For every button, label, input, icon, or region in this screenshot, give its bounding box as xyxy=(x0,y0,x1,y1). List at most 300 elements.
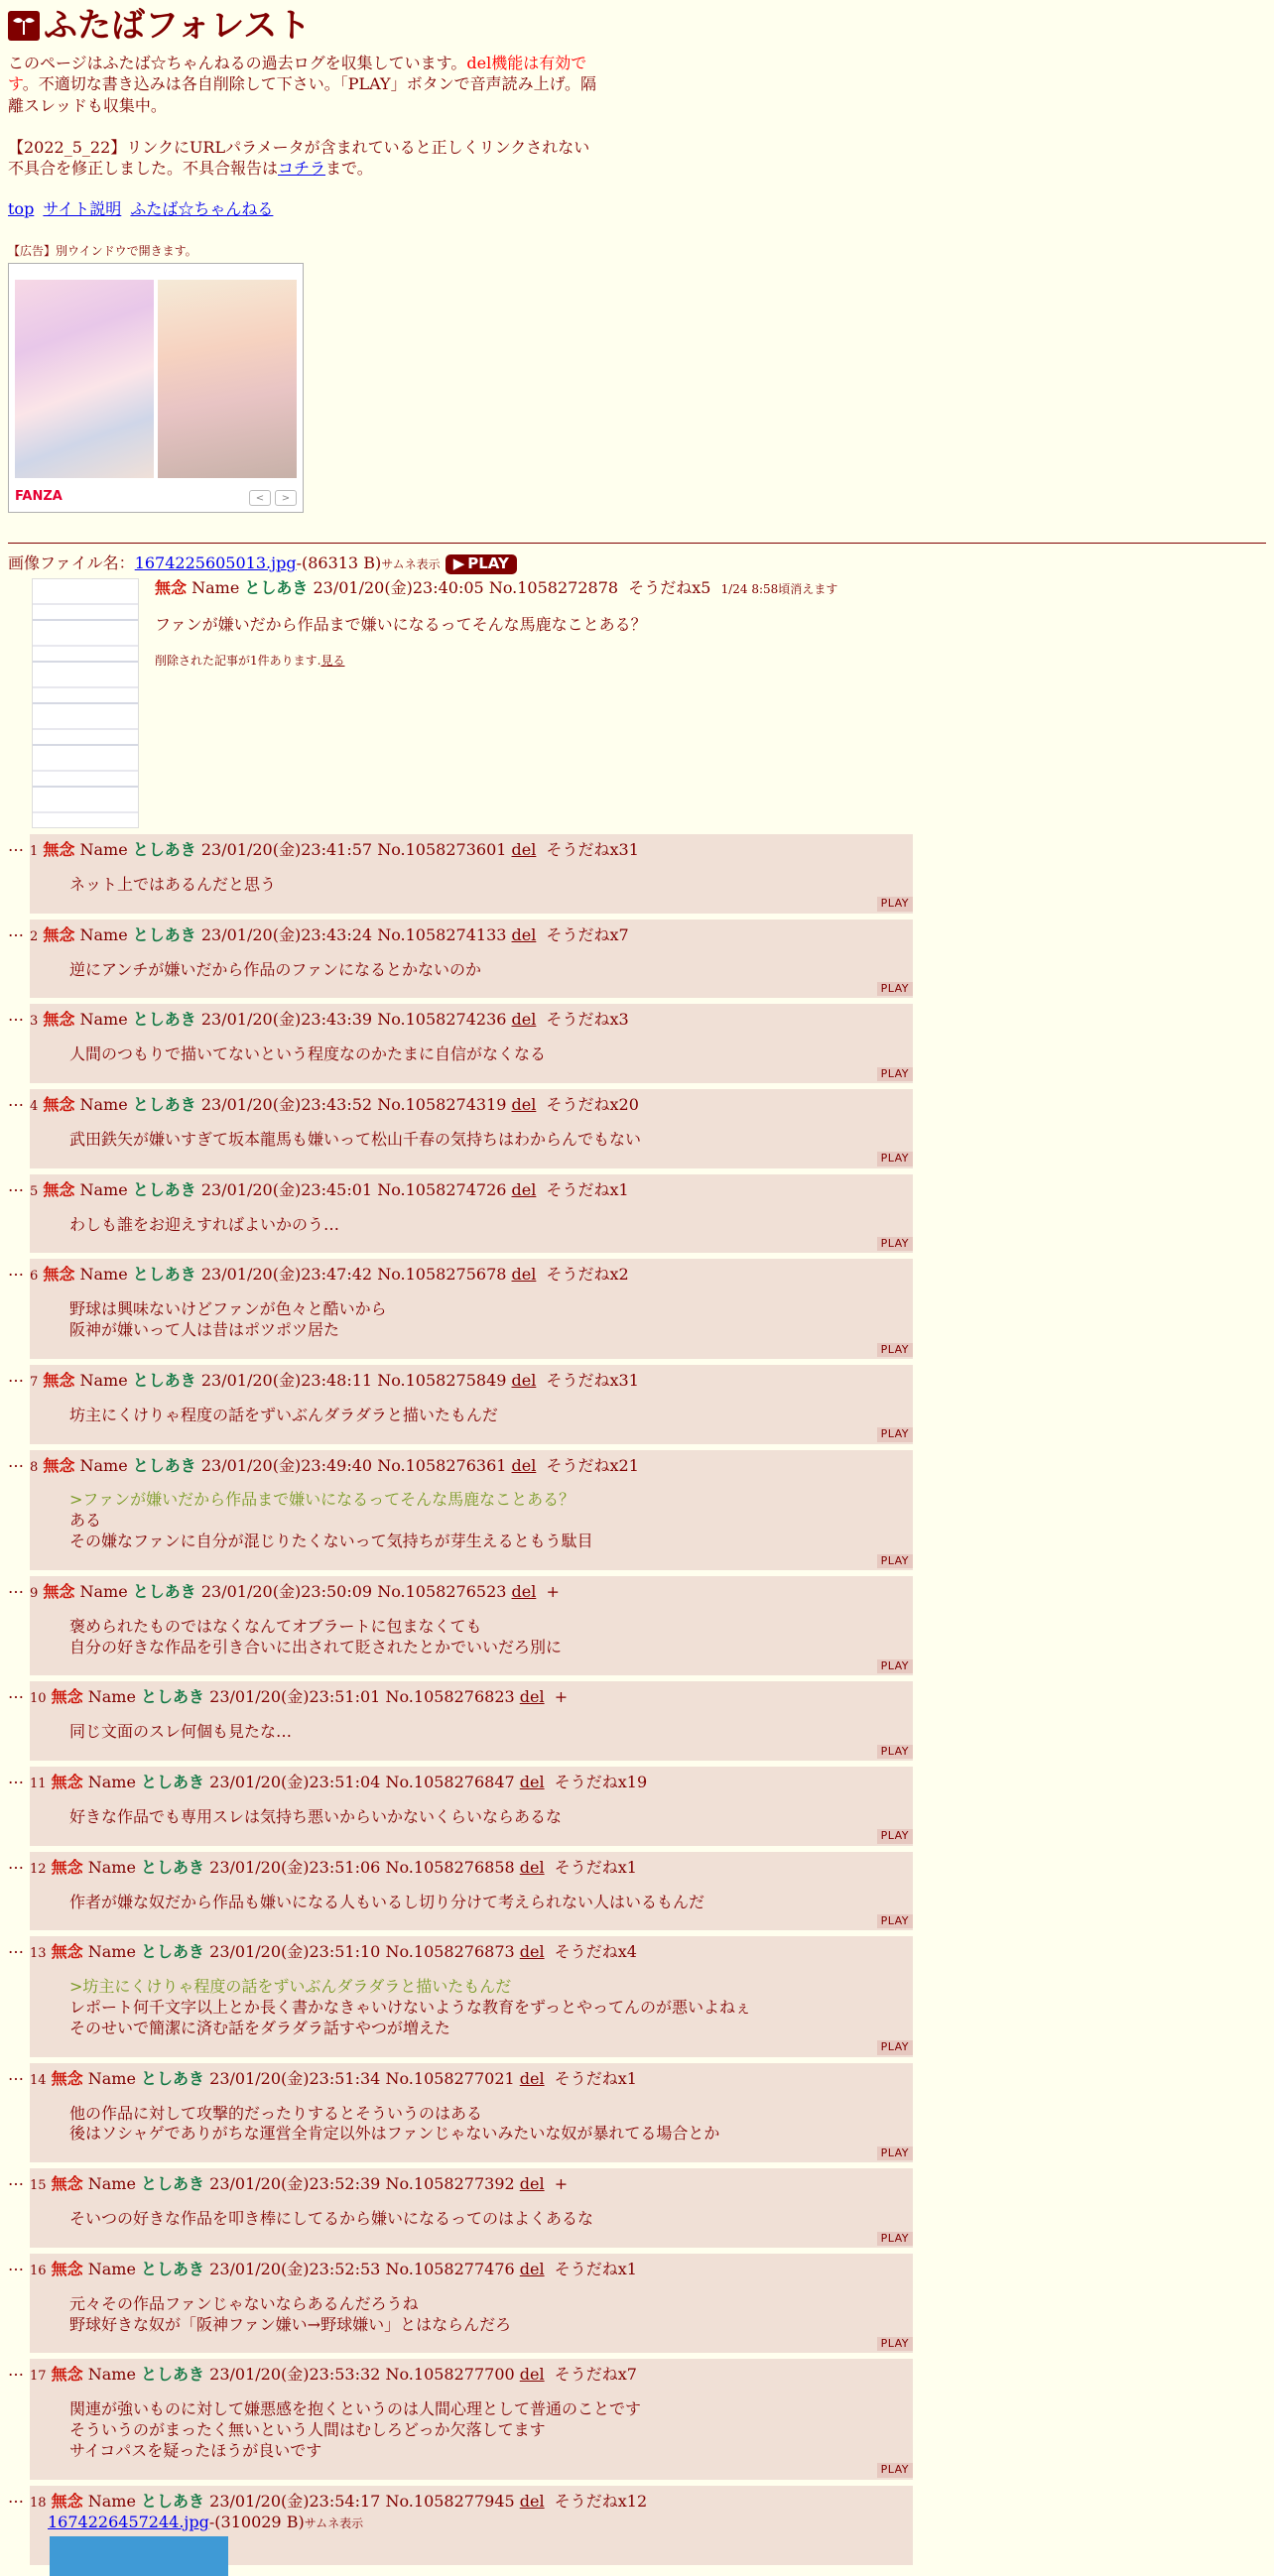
reply-header: 8 無念 Name としあき 23/01/20(金)23:49:40 No.1058276361 del そうだねx21 xyxy=(30,1455,639,1475)
reply-no: No.1058274236 xyxy=(377,1010,507,1030)
reply-number: 10 xyxy=(30,1691,47,1707)
reply-datetime: 23/01/20(金)23:43:39 xyxy=(200,1010,373,1030)
reply-number: 7 xyxy=(30,1374,39,1390)
ad-brand-logo[interactable]: FANZA xyxy=(15,489,63,505)
reply-sodane[interactable]: そうだねx1 xyxy=(554,1857,637,1877)
reply-thumb-row xyxy=(30,2536,913,2576)
nav-links xyxy=(8,199,1266,220)
reply-mark: … xyxy=(8,2170,24,2190)
reply-post xyxy=(8,834,1266,914)
reply-datetime: 23/01/20(金)23:43:52 xyxy=(200,1095,373,1115)
nav-top-link[interactable]: top xyxy=(8,198,35,218)
ad-banner[interactable] xyxy=(8,263,304,513)
reply-post xyxy=(8,1576,1266,1675)
reply-name: としあき xyxy=(132,1581,196,1601)
reply-box xyxy=(30,1576,913,1675)
reply-play-button[interactable]: PLAY xyxy=(877,2147,913,2160)
reply-post xyxy=(8,2359,1266,2479)
reply-header: 14 無念 Name としあき 23/01/20(金)23:51:34 No.1058277021 del そうだねx1 xyxy=(30,2068,637,2088)
reply-box xyxy=(30,1681,913,1761)
del-enabled-note: del機能は有効です xyxy=(8,53,587,94)
reply-list xyxy=(8,834,1266,2480)
reply-datetime: 23/01/20(金)23:51:06 xyxy=(209,1857,381,1877)
reply-post xyxy=(8,2168,1266,2248)
del-link[interactable]: del xyxy=(519,2068,545,2088)
reply-mark: … xyxy=(8,1938,24,1958)
reply-datetime: 23/01/20(金)23:43:24 xyxy=(200,924,373,944)
reply-name: としあき xyxy=(132,1179,196,1199)
reply-play-button[interactable]: PLAY xyxy=(877,1067,913,1081)
reply-file-line: 1674226457244.jpg-(310029 B)サムネ表示 xyxy=(48,2512,364,2531)
reply-comment xyxy=(69,1490,913,1551)
reply-number: 5 xyxy=(30,1183,39,1199)
reply-box xyxy=(30,834,913,914)
reply-sodane[interactable]: そうだねx1 xyxy=(554,2068,637,2088)
reply-mark: … xyxy=(8,1091,24,1111)
reply-number: 13 xyxy=(30,1946,47,1962)
reply-datetime: 23/01/20(金)23:52:39 xyxy=(209,2174,381,2194)
reply-post xyxy=(8,1004,1266,1083)
del-link[interactable]: del xyxy=(511,1370,537,1390)
reply-box xyxy=(30,2254,913,2353)
reply-name: としあき xyxy=(141,1857,205,1877)
reply-mark: … xyxy=(8,1451,24,1471)
reply-mark: … xyxy=(8,1006,24,1026)
reply-line: そのせいで簡潔に済む話をダラダラ話すやつが増えた xyxy=(69,2018,450,2037)
del-link[interactable]: del xyxy=(511,1265,537,1285)
reply-name: としあき xyxy=(132,1095,196,1115)
reply-number: 4 xyxy=(30,1099,39,1115)
reply-no: No.1058274133 xyxy=(377,924,507,944)
reply-sodane[interactable]: + xyxy=(554,1687,569,1707)
reply-post xyxy=(8,1681,1266,1761)
reply-subject: 無念 xyxy=(43,1370,75,1390)
reply-name: としあき xyxy=(132,1455,196,1475)
reply-name: としあき xyxy=(141,2068,205,2088)
reply-play-button[interactable]: PLAY xyxy=(877,1152,913,1165)
reply-subject: 無念 xyxy=(51,1773,83,1792)
reply-header: 13 無念 Name としあき 23/01/20(金)23:51:10 No.1058276873 del そうだねx4 xyxy=(30,1942,637,1962)
reply-sodane[interactable]: + xyxy=(546,1581,560,1601)
op-expire: 1/24 8:58頃消えます xyxy=(720,581,838,596)
intro-text: このページはふたば☆ちゃんねるの過去ログを収集しています。del機能は有効です。不適切な書き込みは各自削除して下さい。「PLAY」ボタンで音声読み上げ。隔離スレッドも収集中。 xyxy=(8,53,596,115)
reply-datetime: 23/01/20(金)23:54:17 xyxy=(209,2491,381,2511)
reply-comment xyxy=(69,1977,913,2038)
ad-image-1[interactable] xyxy=(15,280,154,478)
op-post xyxy=(8,578,1266,828)
reply-line: その嫌なファンに自分が混じりたくないって気持ちが芽生えるともう駄目 xyxy=(69,1532,593,1551)
reply-line: 好きな作品でも専用スレは気持ち悪いからいかないくらいならあるな xyxy=(69,1806,563,1826)
reply-box xyxy=(30,2063,913,2162)
reply-no: No.1058276858 xyxy=(385,1857,515,1877)
site-header xyxy=(8,6,1266,47)
reply-subject: 無念 xyxy=(51,2068,83,2088)
del-link[interactable]: del xyxy=(511,1581,537,1601)
reply-header: 17 無念 Name としあき 23/01/20(金)23:53:32 No.1058277700 del そうだねx7 xyxy=(30,2365,637,2385)
reply-name: としあき xyxy=(141,1773,205,1792)
reply-header: 11 無念 Name としあき 23/01/20(金)23:51:04 No.1058276847 del そうだねx19 xyxy=(30,1773,648,1792)
reply-comment xyxy=(69,1299,913,1341)
reply-mark: … xyxy=(8,2064,24,2084)
del-link[interactable]: del xyxy=(519,1942,545,1962)
del-link[interactable]: del xyxy=(519,2491,545,2511)
op-datetime: 23/01/20(金)23:40:05 xyxy=(313,577,484,597)
reply-comment xyxy=(69,2294,913,2336)
reply-file-link[interactable]: 1674226457244.jpg xyxy=(48,2512,209,2531)
reply-no: No.1058273601 xyxy=(377,839,507,859)
reply-post xyxy=(8,1852,1266,1931)
reply-number: 18 xyxy=(30,2495,47,2511)
deleted-note: 削除された記事が1件あります.見る xyxy=(155,653,345,668)
reply-comment xyxy=(69,2209,913,2230)
reply-line: 関連が強いものに対して嫌悪感を抱くというのは人間心理として普通のことです xyxy=(69,2399,642,2419)
del-link[interactable]: del xyxy=(519,2174,545,2194)
reply-line: 逆にアンチが嫌いだから作品のファンになるとかないのか xyxy=(69,959,482,979)
op-number: No.1058272878 xyxy=(488,577,619,597)
reply-name: としあき xyxy=(141,2365,205,2385)
reply-name: としあき xyxy=(132,924,196,944)
reply-line: 野球好きな奴が「阪神ファン嫌い→野球嫌い」とはならんだろ xyxy=(69,2314,512,2334)
del-link[interactable]: del xyxy=(519,1773,545,1792)
reply-post xyxy=(8,1259,1266,1358)
reply-sodane[interactable]: そうだねx19 xyxy=(554,1773,648,1792)
op-thumbnail[interactable] xyxy=(32,578,139,828)
deleted-view-link[interactable]: 見る xyxy=(320,653,345,668)
op-play-button[interactable]: ▶ PLAY xyxy=(446,554,517,574)
reply-header: 3 無念 Name としあき 23/01/20(金)23:43:39 No.1058274236 del そうだねx3 xyxy=(30,1010,629,1030)
reply-line: 野球は興味ないけどファンが色々と酷いから xyxy=(69,1299,387,1319)
reply-no: No.1058276847 xyxy=(385,1773,515,1792)
reply-play-button[interactable]: PLAY xyxy=(877,1554,913,1568)
reply-number: 3 xyxy=(30,1014,39,1030)
reply-subject: 無念 xyxy=(43,1265,75,1285)
reply-sodane[interactable]: そうだねx7 xyxy=(546,924,629,944)
reply-datetime: 23/01/20(金)23:48:11 xyxy=(200,1370,373,1390)
reply-number: 1 xyxy=(30,843,39,859)
reply-datetime: 23/01/20(金)23:41:57 xyxy=(200,839,373,859)
del-link[interactable]: del xyxy=(519,2365,545,2385)
reply-sodane[interactable]: そうだねx12 xyxy=(554,2491,648,2511)
op-sodane[interactable]: そうだねx5 xyxy=(628,577,711,597)
ad-next-button[interactable]: > xyxy=(275,490,297,506)
reply-comment xyxy=(69,1807,913,1828)
reply-play-button[interactable]: PLAY xyxy=(877,982,913,996)
reply-quote: >坊主にくけりゃ程度の話をずいぶんダラダラと描いたもんだ xyxy=(69,1977,512,1997)
bug-report-link[interactable]: コチラ xyxy=(278,159,326,179)
reply-header: 2 無念 Name としあき 23/01/20(金)23:43:24 No.1058274133 del そうだねx7 xyxy=(30,924,629,944)
reply-play-button[interactable]: PLAY xyxy=(877,2337,913,2351)
reply-number: 11 xyxy=(30,1777,47,1792)
del-link[interactable]: del xyxy=(511,1179,537,1199)
reply-comment xyxy=(69,1044,913,1065)
reply-post xyxy=(8,1174,1266,1254)
reply-no: No.1058277392 xyxy=(385,2174,515,2194)
reply-play-button[interactable]: PLAY xyxy=(877,1659,913,1673)
reply-line: 作者が嫌な奴だから作品も嫌いになる人もいるし切り分けて考えられない人はいるもんだ xyxy=(69,1892,705,1911)
reply-number: 8 xyxy=(30,1459,39,1475)
reply-header: 5 無念 Name としあき 23/01/20(金)23:45:01 No.1058274726 del そうだねx1 xyxy=(30,1179,629,1199)
reply-box xyxy=(30,1852,913,1931)
del-link[interactable]: del xyxy=(519,1687,545,1707)
nav-futaba-link[interactable]: ふたば☆ちゃんねる xyxy=(130,198,274,218)
reply-no: No.1058275849 xyxy=(377,1370,507,1390)
del-link[interactable]: del xyxy=(511,924,537,944)
reply-sodane[interactable]: そうだねx20 xyxy=(546,1095,639,1115)
reply-number: 9 xyxy=(30,1585,39,1601)
reply-subject: 無念 xyxy=(43,1010,75,1030)
reply-datetime: 23/01/20(金)23:51:10 xyxy=(209,1942,381,1962)
reply-no: No.1058275678 xyxy=(377,1265,507,1285)
reply-name: としあき xyxy=(141,2174,205,2194)
reply-sodane[interactable]: そうだねx31 xyxy=(546,839,639,859)
reply-sodane[interactable]: そうだねx21 xyxy=(546,1455,639,1475)
reply-sodane[interactable]: + xyxy=(554,2174,569,2194)
reply-box xyxy=(30,1089,913,1168)
reply-comment xyxy=(69,1215,913,1236)
reply-line: 阪神が嫌いって人は昔はポツポツ居た xyxy=(69,1320,340,1340)
reply-name: としあき xyxy=(141,1942,205,1962)
reply-line: 人間のつもりで描いてないという程度なのかたまに自信がなくなる xyxy=(69,1044,547,1064)
reply-mark: … xyxy=(8,1853,24,1873)
op-header: 無念 Name としあき 23/01/20(金)23:40:05 No.1058272878 そうだねx5 1/24 8:58頃消えます xyxy=(155,577,838,597)
reply-datetime: 23/01/20(金)23:51:04 xyxy=(209,1773,381,1792)
reply-number: 17 xyxy=(30,2369,47,2385)
reply-mark: … xyxy=(8,1577,24,1597)
divider xyxy=(8,543,1266,544)
reply-datetime: 23/01/20(金)23:51:34 xyxy=(209,2068,381,2088)
op-file-link[interactable]: 1674225605013.jpg xyxy=(134,553,297,573)
reply-name: としあき xyxy=(141,2491,205,2511)
reply-post xyxy=(8,1089,1266,1168)
op-name: としあき xyxy=(244,577,309,597)
reply-sodane[interactable]: そうだねx1 xyxy=(554,2259,637,2278)
reply-mark: … xyxy=(8,1683,24,1703)
op-thumb-label: サムネ表示 xyxy=(381,557,441,572)
reply-subject: 無念 xyxy=(43,1095,75,1115)
reply-line: わしも誰をお迎えすればよいかのう… xyxy=(69,1214,340,1234)
reply-box xyxy=(30,2168,913,2248)
reply-sodane[interactable]: そうだねx3 xyxy=(546,1010,629,1030)
reply-line: そいつの好きな作品を叩き棒にしてるから嫌いになるってのはよくあるな xyxy=(69,2209,594,2229)
reply-sodane[interactable]: そうだねx7 xyxy=(554,2365,637,2385)
reply-no: No.1058277700 xyxy=(385,2365,515,2385)
reply-name: としあき xyxy=(132,839,196,859)
reply-line: 坊主にくけりゃ程度の話をずいぶんダラダラと描いたもんだ xyxy=(69,1405,498,1424)
reply-no: No.1058277945 xyxy=(385,2491,515,2511)
reply-play-button[interactable]: PLAY xyxy=(877,1914,913,1928)
reply-line: 他の作品に対して攻撃的だったりするとそういうのはある xyxy=(69,2103,483,2123)
del-link[interactable]: del xyxy=(511,1095,537,1115)
reply-comment xyxy=(69,2104,913,2146)
reply-box xyxy=(30,1767,913,1846)
reply-no: No.1058276823 xyxy=(385,1687,515,1707)
reply-line: 自分の好きな作品を引き合いに出されて貶されたとかでいいだろ別に xyxy=(69,1637,563,1656)
reply-header: 9 無念 Name としあき 23/01/20(金)23:50:09 No.1058276523 del + xyxy=(30,1581,560,1601)
reply-name: としあき xyxy=(141,2259,205,2278)
reply-play-button[interactable]: PLAY xyxy=(877,1237,913,1251)
reply-post xyxy=(8,2486,1266,2565)
reply-comment xyxy=(69,1617,913,1658)
ad-prev-button[interactable]: < xyxy=(249,490,271,506)
reply-header: 1 無念 Name としあき 23/01/20(金)23:41:57 No.1058273601 del そうだねx31 xyxy=(30,839,639,859)
reply-header: 18 無念 Name としあき 23/01/20(金)23:54:17 No.1058277945 del そうだねx12 xyxy=(30,2491,648,2511)
reply-no: No.1058276523 xyxy=(377,1581,507,1601)
reply-line: サイコパスを疑ったほうが良いです xyxy=(69,2440,322,2460)
reply-header: 4 無念 Name としあき 23/01/20(金)23:43:52 No.1058274319 del そうだねx20 xyxy=(30,1095,639,1115)
reply-number: 12 xyxy=(30,1861,47,1877)
reply-datetime: 23/01/20(金)23:45:01 xyxy=(200,1179,373,1199)
reply-header: 10 無念 Name としあき 23/01/20(金)23:51:01 No.1058276823 del + xyxy=(30,1687,569,1707)
reply-box xyxy=(30,1004,913,1083)
reply-subject: 無念 xyxy=(43,1581,75,1601)
reply-mark: … xyxy=(8,920,24,940)
reply-number: 6 xyxy=(30,1269,39,1285)
reply-line: ネット上ではあるんだと思う xyxy=(69,874,277,894)
reply-comment xyxy=(69,1130,913,1151)
reply-line: 後はソシャゲでありがちな運営全肯定以外はファンじゃないみたいな奴が暴れてる場合とか xyxy=(69,2124,720,2144)
reply-subject: 無念 xyxy=(51,1687,83,1707)
reply-header: 7 無念 Name としあき 23/01/20(金)23:48:11 No.1058275849 del そうだねx31 xyxy=(30,1370,639,1390)
reply-line: ある xyxy=(69,1511,102,1531)
notice-text: 【2022_5_22】リンクにURLパラメータが含まれていると正しくリンクされない不具合を修正しました。不具合報告はコチラまで。 xyxy=(8,137,590,179)
reply-sodane[interactable]: そうだねx1 xyxy=(546,1179,629,1199)
reply-number: 15 xyxy=(30,2178,47,2194)
reply-post xyxy=(8,1365,1266,1444)
reply-subject: 無念 xyxy=(51,2174,83,2194)
ad-image-2[interactable] xyxy=(158,280,297,478)
del-link[interactable]: del xyxy=(511,1010,537,1030)
reply-datetime: 23/01/20(金)23:52:53 xyxy=(209,2259,381,2278)
reply-sodane[interactable]: そうだねx31 xyxy=(546,1370,639,1390)
reply-mark: … xyxy=(8,2255,24,2274)
del-link[interactable]: del xyxy=(519,2259,545,2278)
reply-post xyxy=(8,1450,1266,1570)
reply-subject: 無念 xyxy=(43,1179,75,1199)
reply-play-button[interactable]: PLAY xyxy=(877,2463,913,2477)
reply-box xyxy=(30,2359,913,2479)
reply-no: No.1058276361 xyxy=(377,1455,507,1475)
reply-name: としあき xyxy=(132,1265,196,1285)
reply-post xyxy=(8,1767,1266,1846)
reply-subject: 無念 xyxy=(51,2365,83,2385)
reply-number: 2 xyxy=(30,928,39,944)
ad-arrows xyxy=(249,490,297,506)
reply-box xyxy=(30,2486,913,2565)
reply-datetime: 23/01/20(金)23:50:09 xyxy=(200,1581,373,1601)
reply-play-button[interactable]: PLAY xyxy=(877,1343,913,1357)
op-subject: 無念 xyxy=(155,577,188,597)
reply-box xyxy=(30,920,913,999)
ad-note: 【広告】別ウインドウで開きます。 xyxy=(8,243,197,258)
reply-comment xyxy=(69,1722,913,1743)
reply-post xyxy=(8,920,1266,999)
reply-datetime: 23/01/20(金)23:49:40 xyxy=(200,1455,373,1475)
reply-header: 15 無念 Name としあき 23/01/20(金)23:52:39 No.1058277392 del + xyxy=(30,2174,569,2194)
reply-line: 元々その作品ファンじゃないならあるんだろうね xyxy=(69,2293,419,2313)
reply-mark: … xyxy=(8,1261,24,1281)
reply-datetime: 23/01/20(金)23:47:42 xyxy=(200,1265,373,1285)
reply-number: 16 xyxy=(30,2263,47,2278)
reply-sodane[interactable]: そうだねx2 xyxy=(546,1265,629,1285)
op-body xyxy=(155,578,1266,828)
reply-line: レポート何千文字以上とか長く書かなきゃいけないような教育をずっとやってんのが悪いよねぇ xyxy=(69,1998,752,2018)
reply-no: No.1058277021 xyxy=(385,2068,515,2088)
futaba-leaf-icon[interactable] xyxy=(8,11,40,41)
reply-mark: … xyxy=(8,835,24,855)
reply-no: No.1058276873 xyxy=(385,1942,515,1962)
reply-subject: 無念 xyxy=(51,2259,83,2278)
reply-mark: … xyxy=(8,1769,24,1788)
del-link[interactable]: del xyxy=(511,839,537,859)
reply-subject: 無念 xyxy=(51,2491,83,2511)
reply-comment xyxy=(69,960,913,981)
reply-header: 12 無念 Name としあき 23/01/20(金)23:51:06 No.1058276858 del そうだねx1 xyxy=(30,1857,637,1877)
reply-comment xyxy=(69,1893,913,1913)
site-title[interactable]: ふたばフォレスト xyxy=(44,6,312,46)
reply-subject: 無念 xyxy=(43,924,75,944)
reply-name: としあき xyxy=(141,1687,205,1707)
reply-number: 14 xyxy=(30,2072,47,2088)
op-file-line: 画像ファイル名：1674225605013.jpg-(86313 B)サムネ表示 ▶ PLAY xyxy=(8,553,1266,574)
reply-mark: … xyxy=(8,2487,24,2507)
reply-comment xyxy=(69,2399,913,2461)
reply-sodane[interactable]: そうだねx4 xyxy=(554,1942,637,1962)
op-comment: ファンが嫌いだから作品まで嫌いになるってそんな馬鹿なことある？ xyxy=(155,614,647,634)
reply-thumbnail[interactable] xyxy=(50,2536,228,2576)
reply-box xyxy=(30,1174,913,1254)
reply-mark: … xyxy=(8,1366,24,1386)
reply-box xyxy=(30,1936,913,2056)
reply-quote: >ファンが嫌いだから作品まで嫌いになるってそんな馬鹿なことある？ xyxy=(69,1490,575,1510)
reply-play-button[interactable]: PLAY xyxy=(877,897,913,911)
reply-line: そういうのがまったく無いという人間はむしろどっか欠落してます xyxy=(69,2420,546,2440)
reply-line: 褒められたものではなくなんてオブラートに包まなくても xyxy=(69,1616,482,1636)
reply-header: 6 無念 Name としあき 23/01/20(金)23:47:42 No.1058275678 del そうだねx2 xyxy=(30,1265,629,1285)
reply-no: No.1058277476 xyxy=(385,2259,515,2278)
play-triangle-icon: ▶ xyxy=(452,553,465,572)
reply-name: としあき xyxy=(132,1370,196,1390)
reply-subject: 無念 xyxy=(43,839,75,859)
reply-box xyxy=(30,1450,913,1570)
reply-subject: 無念 xyxy=(43,1455,75,1475)
reply-mark: … xyxy=(8,2361,24,2381)
reply-play-button[interactable]: PLAY xyxy=(877,2232,913,2246)
reply-post xyxy=(8,1936,1266,2056)
reply-subject: 無念 xyxy=(51,1857,83,1877)
reply-datetime: 23/01/20(金)23:53:32 xyxy=(209,2365,381,2385)
nav-about-link[interactable]: サイト説明 xyxy=(43,198,122,218)
reply-no: No.1058274726 xyxy=(377,1179,507,1199)
del-link[interactable]: del xyxy=(519,1857,545,1877)
reply-post xyxy=(8,2254,1266,2353)
reply-play-button[interactable]: PLAY xyxy=(877,2040,913,2054)
reply-box xyxy=(30,1365,913,1444)
reply-play-button[interactable]: PLAY xyxy=(877,1745,913,1759)
reply-no: No.1058274319 xyxy=(377,1095,507,1115)
reply-box xyxy=(30,1259,913,1358)
del-link[interactable]: del xyxy=(511,1455,537,1475)
reply-comment xyxy=(69,1406,913,1426)
reply-line: 同じ文面のスレ何個も見たな… xyxy=(69,1722,293,1742)
reply-header: 16 無念 Name としあき 23/01/20(金)23:52:53 No.1058277476 del そうだねx1 xyxy=(30,2259,637,2278)
reply-play-button[interactable]: PLAY xyxy=(877,1829,913,1843)
reply-datetime: 23/01/20(金)23:51:01 xyxy=(209,1687,381,1707)
reply-play-button[interactable]: PLAY xyxy=(877,1427,913,1441)
reply-name: としあき xyxy=(132,1010,196,1030)
reply-post xyxy=(8,2063,1266,2162)
reply-mark: … xyxy=(8,1175,24,1195)
reply-comment xyxy=(69,875,913,896)
